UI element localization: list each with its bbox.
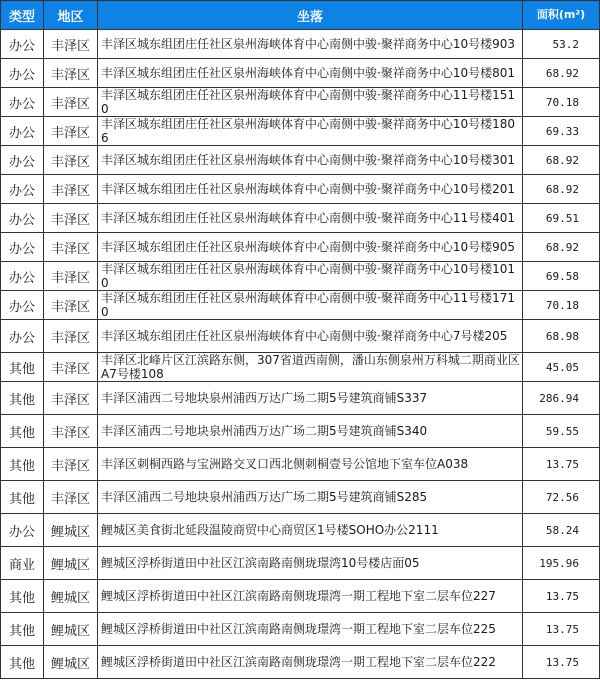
cell-area: 69.33 (523, 117, 600, 146)
cell-area: 68.92 (523, 59, 600, 88)
cell-type: 其他 (1, 646, 44, 679)
table-header-row (1, 1, 600, 30)
cell-region: 丰泽区 (44, 415, 98, 448)
cell-location: 丰泽区城东组团庄任社区泉州海峡体育中心南侧中骏·聚祥商务中心10号楼801 (98, 59, 523, 88)
header-region: 地区 (44, 1, 98, 30)
table-row (1, 613, 600, 646)
cell-location: 鲤城区浮桥街道田中社区江滨南路南侧珑璟湾一期工程地下室二层车位222 (98, 646, 523, 679)
table-row (1, 514, 600, 547)
cell-region: 鲤城区 (44, 514, 98, 547)
cell-type: 商业 (1, 547, 44, 580)
cell-area: 72.56 (523, 481, 600, 514)
cell-area: 68.98 (523, 320, 600, 353)
cell-region: 丰泽区 (44, 233, 98, 262)
cell-area: 45.05 (523, 353, 600, 382)
cell-area: 69.51 (523, 204, 600, 233)
cell-location: 丰泽区城东组团庄任社区泉州海峡体育中心南侧中骏·聚祥商务中心7号楼205 (98, 320, 523, 353)
cell-type: 办公 (1, 117, 44, 146)
table-row (1, 382, 600, 415)
cell-area: 286.94 (523, 382, 600, 415)
cell-location: 丰泽区城东组团庄任社区泉州海峡体育中心南侧中骏·聚祥商务中心10号楼1010 (98, 262, 523, 291)
table-row (1, 415, 600, 448)
cell-location: 丰泽区城东组团庄任社区泉州海峡体育中心南侧中骏·聚祥商务中心11号楼401 (98, 204, 523, 233)
cell-location: 鲤城区浮桥街道田中社区江滨南路南侧珑璟湾10号楼店面05 (98, 547, 523, 580)
cell-region: 丰泽区 (44, 291, 98, 320)
cell-area: 195.96 (523, 547, 600, 580)
cell-region: 丰泽区 (44, 88, 98, 117)
table-row (1, 320, 600, 353)
cell-type: 办公 (1, 30, 44, 59)
cell-area: 68.92 (523, 175, 600, 204)
cell-area: 59.55 (523, 415, 600, 448)
cell-region: 丰泽区 (44, 59, 98, 88)
table-row (1, 59, 600, 88)
table-row (1, 448, 600, 481)
cell-location: 丰泽区城东组团庄任社区泉州海峡体育中心南侧中骏·聚祥商务中心10号楼1806 (98, 117, 523, 146)
table-row (1, 481, 600, 514)
cell-region: 丰泽区 (44, 353, 98, 382)
cell-location: 丰泽区城东组团庄任社区泉州海峡体育中心南侧中骏·聚祥商务中心10号楼201 (98, 175, 523, 204)
cell-type: 其他 (1, 415, 44, 448)
cell-type: 办公 (1, 262, 44, 291)
table-row (1, 646, 600, 679)
cell-region: 丰泽区 (44, 320, 98, 353)
table-row (1, 30, 600, 59)
table-row (1, 146, 600, 175)
cell-type: 其他 (1, 481, 44, 514)
cell-location: 丰泽区刺桐西路与宝洲路交叉口西北侧刺桐壹号公馆地下室车位A038 (98, 448, 523, 481)
cell-location: 丰泽区浦西二号地块泉州浦西万达广场二期5号建筑商铺S285 (98, 481, 523, 514)
cell-type: 办公 (1, 146, 44, 175)
cell-region: 鲤城区 (44, 613, 98, 646)
cell-type: 办公 (1, 88, 44, 117)
cell-location: 丰泽区北峰片区江滨路东侧，307省道西南侧，潘山东侧泉州万科城二期商业区A7号楼108 (98, 353, 523, 382)
table-row (1, 580, 600, 613)
table-row (1, 204, 600, 233)
cell-type: 其他 (1, 580, 44, 613)
cell-area: 69.58 (523, 262, 600, 291)
cell-region: 丰泽区 (44, 117, 98, 146)
cell-location: 丰泽区城东组团庄任社区泉州海峡体育中心南侧中骏·聚祥商务中心10号楼903 (98, 30, 523, 59)
cell-type: 办公 (1, 59, 44, 88)
table-row (1, 117, 600, 146)
cell-location: 丰泽区城东组团庄任社区泉州海峡体育中心南侧中骏·聚祥商务中心10号楼301 (98, 146, 523, 175)
cell-area: 58.24 (523, 514, 600, 547)
cell-type: 其他 (1, 448, 44, 481)
header-location: 坐落 (98, 1, 523, 30)
cell-type: 其他 (1, 353, 44, 382)
table-row (1, 547, 600, 580)
cell-region: 丰泽区 (44, 204, 98, 233)
cell-area: 13.75 (523, 613, 600, 646)
cell-area: 70.18 (523, 291, 600, 320)
cell-type: 办公 (1, 204, 44, 233)
table-body (1, 30, 600, 679)
cell-location: 鲤城区美食街北延段温陵商贸中心商贸区1号楼SOHO办公2111 (98, 514, 523, 547)
cell-region: 丰泽区 (44, 175, 98, 204)
table-row (1, 353, 600, 382)
cell-type: 办公 (1, 175, 44, 204)
table-row (1, 291, 600, 320)
cell-region: 鲤城区 (44, 547, 98, 580)
cell-area: 68.92 (523, 233, 600, 262)
cell-region: 丰泽区 (44, 382, 98, 415)
cell-location: 鲤城区浮桥街道田中社区江滨南路南侧珑璟湾一期工程地下室二层车位227 (98, 580, 523, 613)
cell-location: 丰泽区浦西二号地块泉州浦西万达广场二期5号建筑商铺S337 (98, 382, 523, 415)
header-type: 类型 (1, 1, 44, 30)
cell-region: 鲤城区 (44, 646, 98, 679)
cell-area: 13.75 (523, 646, 600, 679)
cell-location: 鲤城区浮桥街道田中社区江滨南路南侧珑璟湾一期工程地下室二层车位225 (98, 613, 523, 646)
cell-location: 丰泽区城东组团庄任社区泉州海峡体育中心南侧中骏·聚祥商务中心11号楼1510 (98, 88, 523, 117)
cell-area: 53.2 (523, 30, 600, 59)
cell-region: 丰泽区 (44, 448, 98, 481)
cell-region: 丰泽区 (44, 262, 98, 291)
table-row (1, 233, 600, 262)
cell-type: 其他 (1, 382, 44, 415)
table-row (1, 262, 600, 291)
header-area: 面积(m²) (523, 1, 600, 30)
cell-location: 丰泽区城东组团庄任社区泉州海峡体育中心南侧中骏·聚祥商务中心11号楼1710 (98, 291, 523, 320)
cell-area: 70.18 (523, 88, 600, 117)
cell-location: 丰泽区城东组团庄任社区泉州海峡体育中心南侧中骏·聚祥商务中心10号楼905 (98, 233, 523, 262)
cell-type: 办公 (1, 514, 44, 547)
cell-area: 68.92 (523, 146, 600, 175)
cell-type: 办公 (1, 233, 44, 262)
cell-type: 办公 (1, 291, 44, 320)
cell-area: 13.75 (523, 580, 600, 613)
cell-region: 丰泽区 (44, 481, 98, 514)
cell-area: 13.75 (523, 448, 600, 481)
cell-type: 其他 (1, 613, 44, 646)
cell-type: 办公 (1, 320, 44, 353)
cell-region: 鲤城区 (44, 580, 98, 613)
table-row (1, 175, 600, 204)
cell-location: 丰泽区浦西二号地块泉州浦西万达广场二期5号建筑商铺S340 (98, 415, 523, 448)
cell-region: 丰泽区 (44, 146, 98, 175)
table-row (1, 88, 600, 117)
cell-region: 丰泽区 (44, 30, 98, 59)
